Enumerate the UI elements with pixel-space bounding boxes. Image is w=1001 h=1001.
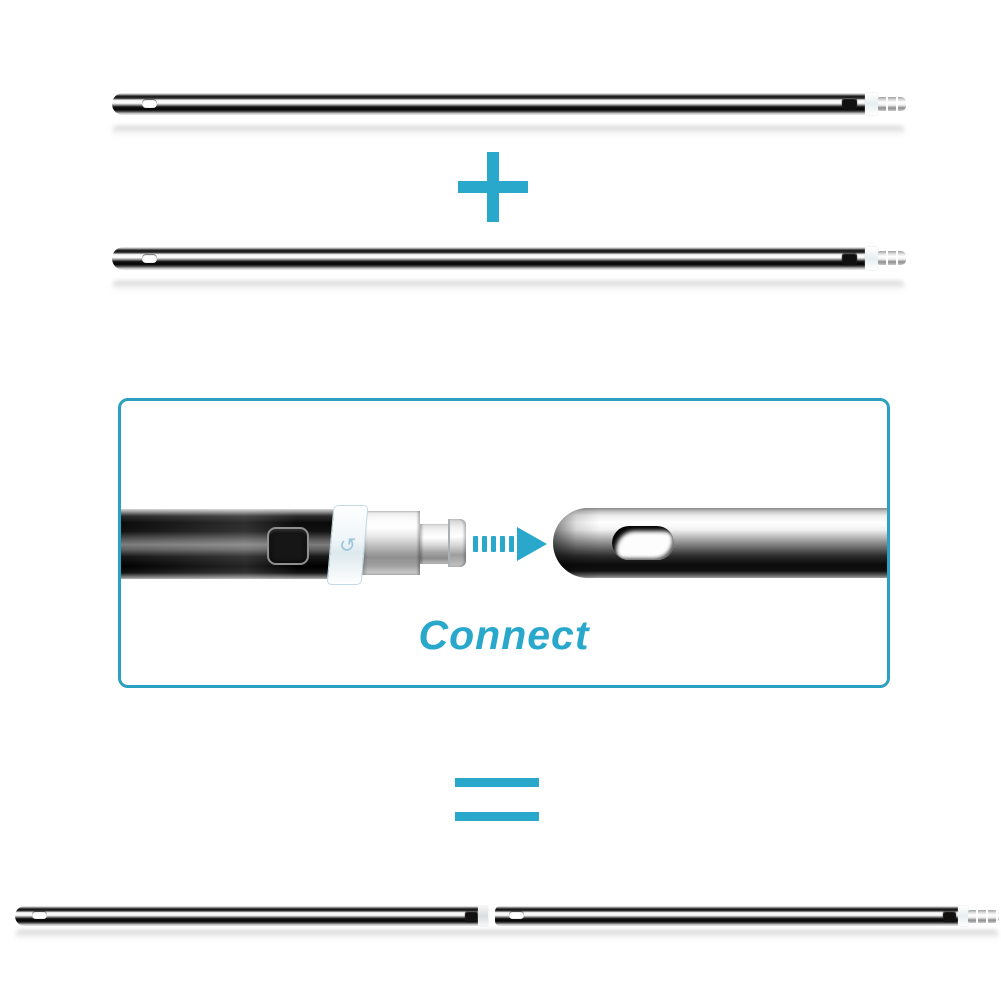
detail-oval-hole — [612, 526, 674, 560]
equals-top-bar — [455, 778, 539, 787]
arrow-dash — [482, 536, 487, 552]
arrow-dash — [491, 536, 496, 552]
detail-right-tube — [553, 508, 887, 578]
pole-collar — [865, 247, 878, 270]
arrow-dash — [473, 536, 478, 552]
plus-icon — [458, 152, 528, 222]
arrow-dash — [500, 536, 505, 552]
pole-pin-hole — [509, 912, 524, 919]
detail-connector-step — [420, 524, 448, 564]
arrow-head — [517, 527, 547, 561]
pole-lock-button — [943, 911, 956, 922]
pole-section-1 — [112, 93, 905, 115]
pole-tube — [112, 93, 865, 115]
assembled-segment-1 — [15, 906, 478, 926]
pole-connector-tip — [878, 251, 906, 265]
pole-lock-button — [842, 98, 857, 110]
pole-pin-hole — [32, 912, 47, 919]
pole-pin-hole — [142, 255, 157, 263]
detail-lock-hole — [267, 527, 309, 565]
joint-collar — [478, 906, 488, 926]
pole-connector-tip — [878, 97, 906, 111]
pole-lock-button — [842, 253, 857, 265]
detail-label-band — [327, 505, 369, 585]
equals-bottom-bar — [455, 812, 539, 821]
equals-icon — [455, 778, 539, 821]
assembled-segment-2 — [495, 906, 958, 926]
connect-detail-box — [118, 398, 890, 688]
pole-collar — [958, 906, 968, 926]
pole-pin-hole — [142, 100, 157, 108]
pole-lock-button — [465, 911, 478, 922]
arrow-dash — [509, 536, 514, 552]
connected-pole-assembly — [0, 906, 1001, 926]
pole-section-2 — [112, 247, 905, 270]
pole-collar — [865, 93, 878, 115]
dashed-arrow-right-icon — [473, 526, 548, 562]
plus-horizontal-bar — [458, 181, 528, 193]
pole-reflection — [112, 126, 905, 137]
detail-connector-flange — [448, 519, 466, 567]
pole-connector-tip — [968, 910, 999, 923]
connect-label: Connect — [418, 612, 590, 658]
detail-connector-barrel — [362, 511, 420, 575]
rotate-arrow-icon: ↺ — [338, 534, 357, 557]
pole-tube — [112, 247, 865, 270]
pole-reflection — [112, 281, 905, 292]
pole-reflection — [15, 930, 999, 941]
